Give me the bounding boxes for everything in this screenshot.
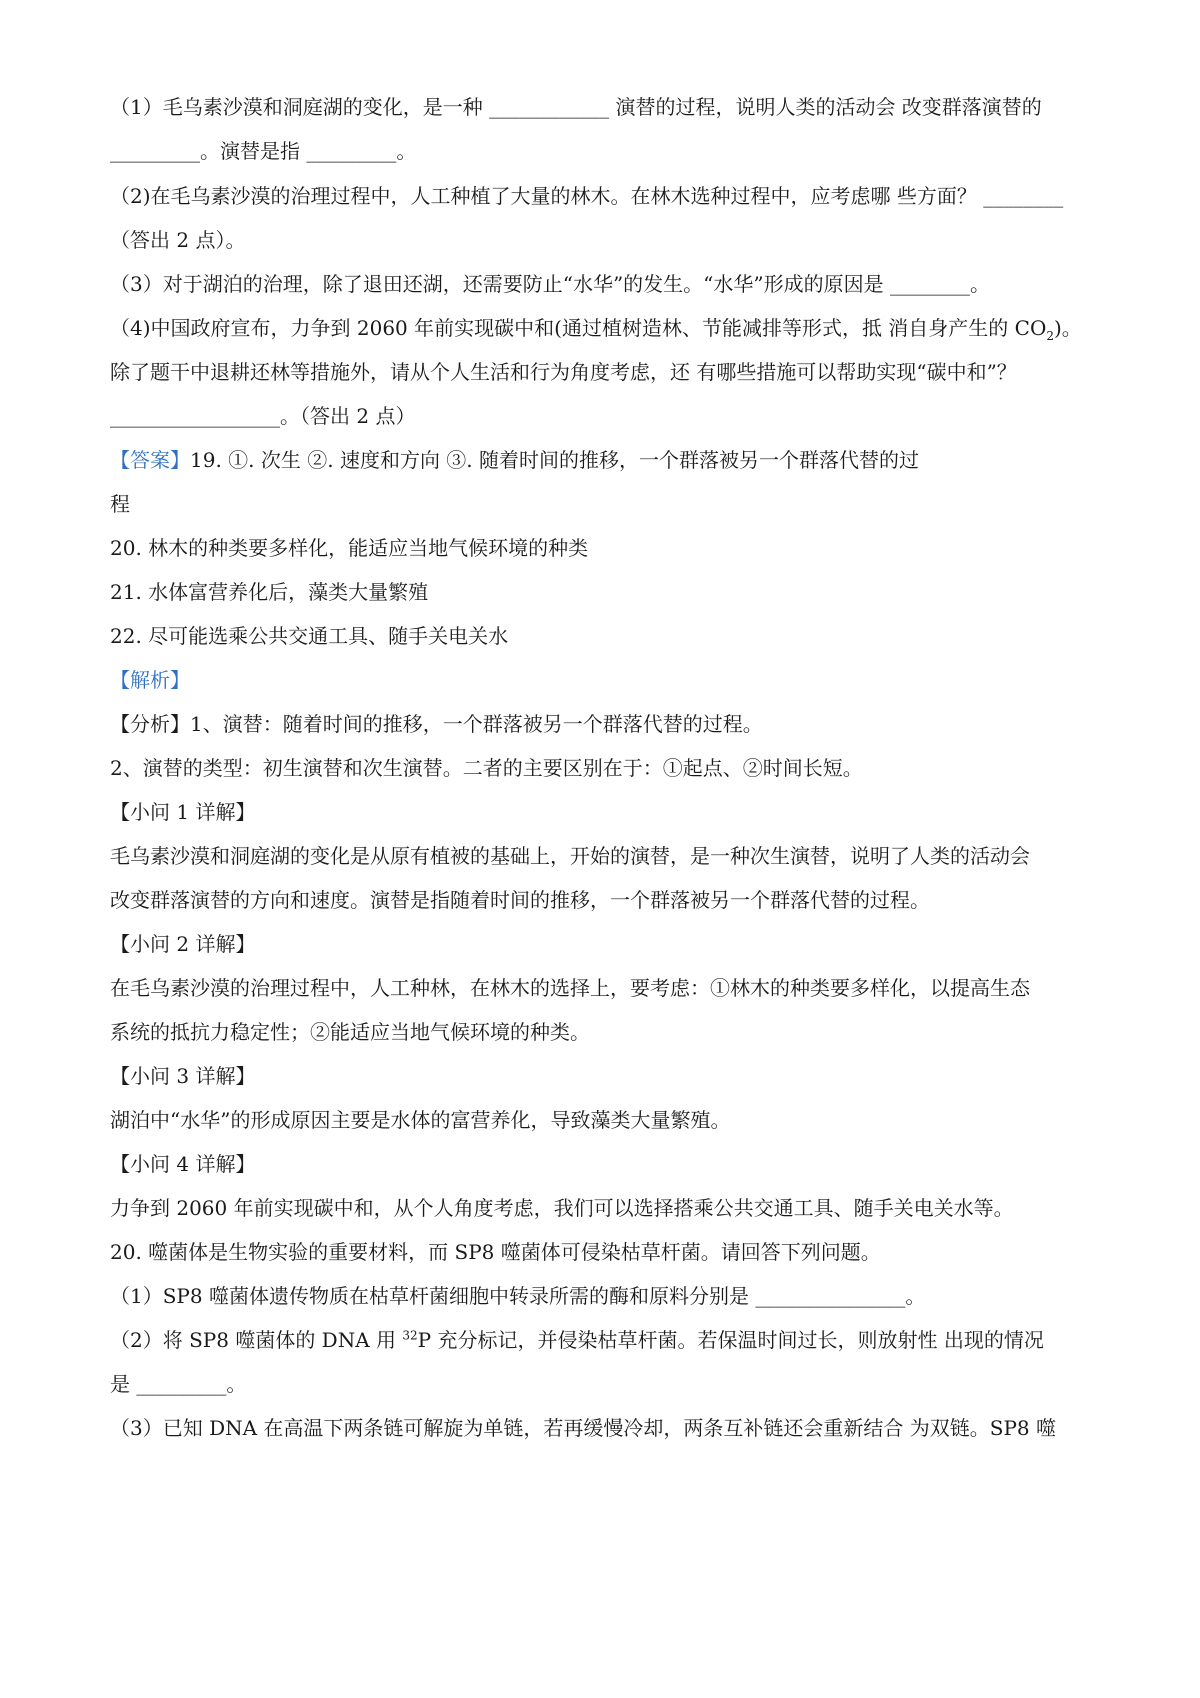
subquestion-1-heading: 【小问 1 详解】 <box>110 800 256 824</box>
q19-part2-line1: （2)在毛乌素沙漠的治理过程中，人工种植了大量的林木。在林木选种过程中，应考虑哪 些方面？ ________ <box>110 184 1064 208</box>
q19-part4-text-b: )。 <box>1054 316 1082 340</box>
q20-stem: 20. 噬菌体是生物实验的重要材料，而 SP8 噬菌体可侵染枯草杆菌。请回答下列问题。 <box>110 1240 881 1264</box>
q20-part2-line1 <box>110 1325 1102 1355</box>
q20-part3-line1: （3）已知 DNA 在高温下两条链可解旋为单链，若再缓慢冷却，两条互补链还会重新结合 为双链。SP8 噬 <box>110 1416 1057 1440</box>
subquestion-1-detail-line2: 改变群落演替的方向和速度。演替是指随着时间的推移，一个群落被另一个群落代替的过程。 <box>110 888 930 912</box>
q19-part4-line2: 除了题干中退耕还林等措施外，请从个人生活和行为角度考虑，还 有哪些措施可以帮助实现“碳中和”？ <box>110 360 1017 384</box>
subquestion-3-detail-line1: 湖泊中“水华”的形成原因主要是水体的富营养化，导致藻类大量繁殖。 <box>110 1108 731 1132</box>
q19-part4-text-a: （4)中国政府宣布，力争到 2060 年前实现碳中和(通过植树造林、节能减排等形式，抵 消自身产生的 CO <box>110 316 1047 340</box>
subquestion-2-detail-line2: 系统的抵抗力稳定性；②能适应当地气候环境的种类。 <box>110 1020 590 1044</box>
answer-line1 <box>110 445 1102 475</box>
p32-superscript: 32 <box>402 1328 418 1343</box>
answer-19-text: 19. ①. 次生 ②. 速度和方向 ③. 随着时间的推移，一个群落被另一个群落代替的过 <box>190 448 920 472</box>
subquestion-3-heading: 【小问 3 详解】 <box>110 1064 256 1088</box>
analysis-fenxi-line1: 【分析】1、演替：随着时间的推移，一个群落被另一个群落代替的过程。 <box>110 712 763 736</box>
subquestion-4-detail-line1: 力争到 2060 年前实现碳中和，从个人角度考虑，我们可以选择搭乘公共交通工具、随手关电关水等。 <box>110 1196 1014 1220</box>
subquestion-1-detail-line1: 毛乌素沙漠和洞庭湖的变化是从原有植被的基础上，开始的演替，是一种次生演替，说明了人类的活动会 <box>110 844 1030 868</box>
q19-part3-line1: （3）对于湖泊的治理，除了退田还湖，还需要防止“水华”的发生。“水华”形成的原因是 ________。 <box>110 272 990 296</box>
analysis-label: 【解析】 <box>110 668 190 692</box>
q19-part4-line1 <box>110 313 1102 343</box>
subquestion-2-detail-line1: 在毛乌素沙漠的治理过程中，人工种林，在林木的选择上，要考虑：①林木的种类要多样化，以提高生态 <box>110 976 1030 1000</box>
q19-part1-line1: （1）毛乌素沙漠和洞庭湖的变化，是一种 ____________ 演替的过程，说明人类的活动会 改变群落演替的 <box>110 95 1042 119</box>
subquestion-4-heading: 【小问 4 详解】 <box>110 1152 256 1176</box>
answer-21: 21. 水体富营养化后，藻类大量繁殖 <box>110 580 429 604</box>
analysis-fenxi-line2: 2、演替的类型：初生演替和次生演替。二者的主要区别在于：①起点、②时间长短。 <box>110 756 863 780</box>
answer-line2: 程 <box>110 492 130 516</box>
subquestion-2-heading: 【小问 2 详解】 <box>110 932 256 956</box>
q20-part2-line2: 是 _________。 <box>110 1372 247 1396</box>
q19-part4-line3: _________________。（答出 2 点） <box>110 404 416 428</box>
co2-subscript: 2 <box>1046 329 1054 343</box>
answer-label: 【答案】 <box>110 448 190 472</box>
answer-22: 22. 尽可能选乘公共交通工具、随手关电关水 <box>110 624 509 648</box>
q20-part1: （1）SP8 噬菌体遗传物质在枯草杆菌细胞中转录所需的酶和原料分别是 _______________。 <box>110 1284 926 1308</box>
q19-part2-line2: （答出 2 点）。 <box>110 228 246 252</box>
q19-part1-line2: _________。演替是指 _________。 <box>110 139 417 163</box>
answer-20: 20. 林木的种类要多样化，能适应当地气候环境的种类 <box>110 536 589 560</box>
q20-part2-text-a: （2）将 SP8 噬菌体的 DNA 用 <box>110 1328 403 1352</box>
q20-part2-text-b: P 充分标记，并侵染枯草杆菌。若保温时间过长，则放射性 出现的情况 <box>417 1328 1044 1352</box>
